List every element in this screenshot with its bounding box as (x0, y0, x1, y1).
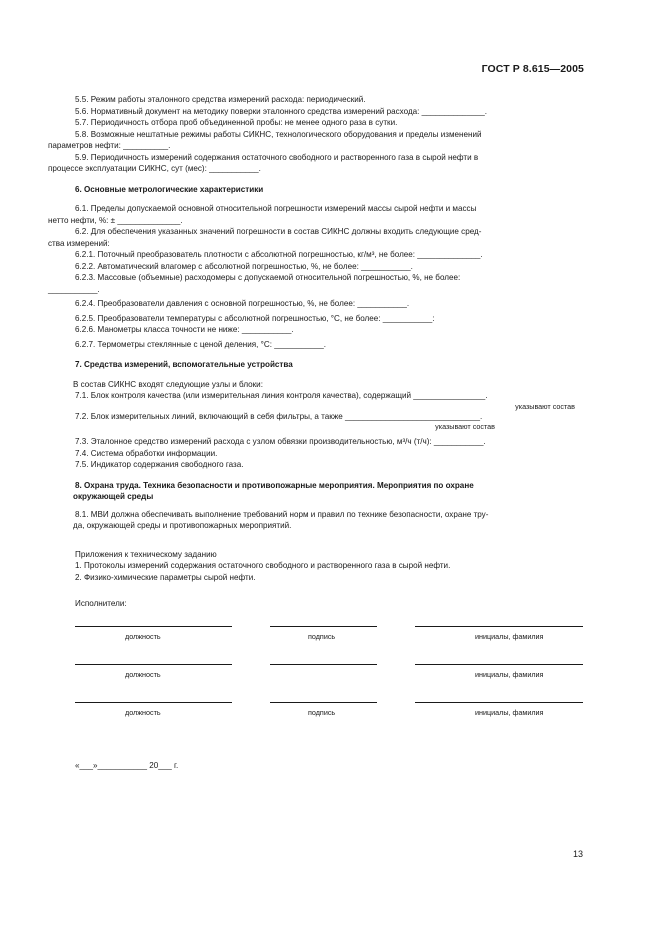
item-6-2-3-cont: ___________. (48, 284, 100, 294)
appendices-title: Приложения к техническому заданию (75, 549, 217, 559)
document-header: ГОСТ Р 8.615—2005 (481, 63, 584, 75)
signature-row-1 (75, 626, 583, 664)
item-7-1: 7.1. Блок контроля качества (или измерительная линия контроля качества), содержащий ________________. (75, 391, 488, 400)
item-7-2-sublabel: указывают состав (435, 422, 495, 431)
position-label: должность (125, 670, 161, 679)
item-6-2-cont: ства измерений: (48, 238, 110, 248)
item-8-1: 8.1. МВИ должна обеспечивать выполнение требований норм и правил по технике безопасности, охране тру- (75, 509, 489, 519)
initials-line (415, 626, 583, 627)
signature-line (270, 664, 377, 665)
item-7-3: 7.3. Эталонное средство измерений расхода с узлом обвязки производительностью, м³/ч (т/ч): ___________. (75, 437, 486, 446)
item-6-2-1: 6.2.1. Поточный преобразователь плотности с абсолютной погрешностью, кг/м³, не более: ______________. (75, 250, 483, 259)
item-6-2-7: 6.2.7. Термометры стеклянные с ценой деления, °С: ___________. (75, 339, 327, 349)
position-label: должность (125, 708, 161, 717)
initials-line (415, 664, 583, 665)
item-5-5: 5.5. Режим работы эталонного средства измерений расхода: периодический. (75, 95, 366, 104)
item-6-2-5: 6.2.5. Преобразователи температуры с абсолютной погрешностью, °С, не более: ___________: (75, 313, 435, 323)
appendices-block (75, 549, 583, 584)
section-7-intro: В состав СИКНС входят следующие узлы и блоки: (73, 379, 263, 389)
date-line: «___»___________ 20___ г. (75, 761, 179, 770)
initials-label: инициалы, фамилия (475, 632, 544, 641)
executors-label: Исполнители: (75, 599, 127, 608)
appendix-1: 1. Протоколы измерений содержания остаточного свободного и растворенного газа в сырой нефти. (75, 561, 451, 570)
position-line (75, 702, 232, 703)
item-6-1: 6.1. Пределы допускаемой основной относительной погрешности измерений массы сырой нефти и массы (75, 204, 477, 213)
item-7-1-sublabel: указывают состав (515, 401, 575, 411)
section-8-heading-line2: окружающей среды (73, 492, 154, 501)
initials-label: инициалы, фамилия (475, 670, 544, 679)
item-8-1-cont: да, окружающей среды и противопожарных мероприятий. (73, 521, 292, 530)
item-6-2: 6.2. Для обеспечения указанных значений погрешности в состав СИКНС должны входить следующие сред- (75, 227, 482, 236)
position-line (75, 664, 232, 665)
signature-row-3 (75, 702, 583, 740)
item-6-1-cont: нетто нефти, %: ± ______________. (48, 215, 183, 225)
document-body (48, 94, 583, 610)
section-7-heading: 7. Средства измерений, вспомогательные устройства (75, 360, 293, 369)
position-line (75, 626, 232, 627)
item-5-8: 5.8. Возможные нештатные режимы работы СИКНС, технологического оборудования и пределы изменений (75, 129, 482, 139)
item-5-7: 5.7. Периодичность отбора проб объединенной пробы: не менее одного раза в сутки. (75, 118, 398, 127)
item-7-2: 7.2. Блок измерительных линий, включающий в себя фильтры, а также ______________________________. (75, 411, 483, 421)
section-8-heading (75, 480, 583, 503)
initials-label: инициалы, фамилия (475, 708, 544, 717)
signature-label: подпись (308, 708, 336, 717)
signature-line (270, 702, 377, 703)
item-6-2-2: 6.2.2. Автоматический влагомер с абсолютной погрешностью, %, не более: ___________. (75, 261, 413, 271)
section-6-heading: 6. Основные метрологические характеристики (75, 184, 264, 194)
item-7-5: 7.5. Индикатор содержания свободного газа. (75, 460, 244, 469)
item-7-4: 7.4. Система обработки информации. (75, 448, 218, 458)
item-5-8-cont: параметров нефти: __________. (48, 141, 171, 150)
item-5-9-cont: процессе эксплуатации СИКНС, сут (мес): ___________. (48, 164, 261, 173)
signature-label: подпись (308, 632, 336, 641)
appendix-2: 2. Физико-химические параметры сырой нефти. (75, 572, 256, 582)
initials-line (415, 702, 583, 703)
section-8-heading-line1: 8. Охрана труда. Техника безопасности и противопожарные мероприятия. Мероприятия по охране (75, 480, 474, 490)
signature-line (270, 626, 377, 627)
signature-block (75, 626, 583, 740)
item-6-2-4: 6.2.4. Преобразователи давления с основной погрешностью, %, не более: ___________. (75, 299, 410, 308)
item-5-9: 5.9. Периодичность измерений содержания остаточного свободного и растворенного газа в сырой нефти в (75, 152, 479, 162)
item-5-6: 5.6. Нормативный документ на методику поверки эталонного средства измерений расхода: ______________. (75, 106, 487, 116)
item-6-2-3: 6.2.3. Массовые (объемные) расходомеры с допускаемой относительной погрешностью, %, не более: (75, 273, 461, 282)
item-6-2-6: 6.2.6. Манометры класса точности не ниже: ___________. (75, 325, 294, 334)
position-label: должность (125, 632, 161, 641)
page-number: 13 (572, 849, 583, 859)
signature-row-2 (75, 664, 583, 702)
